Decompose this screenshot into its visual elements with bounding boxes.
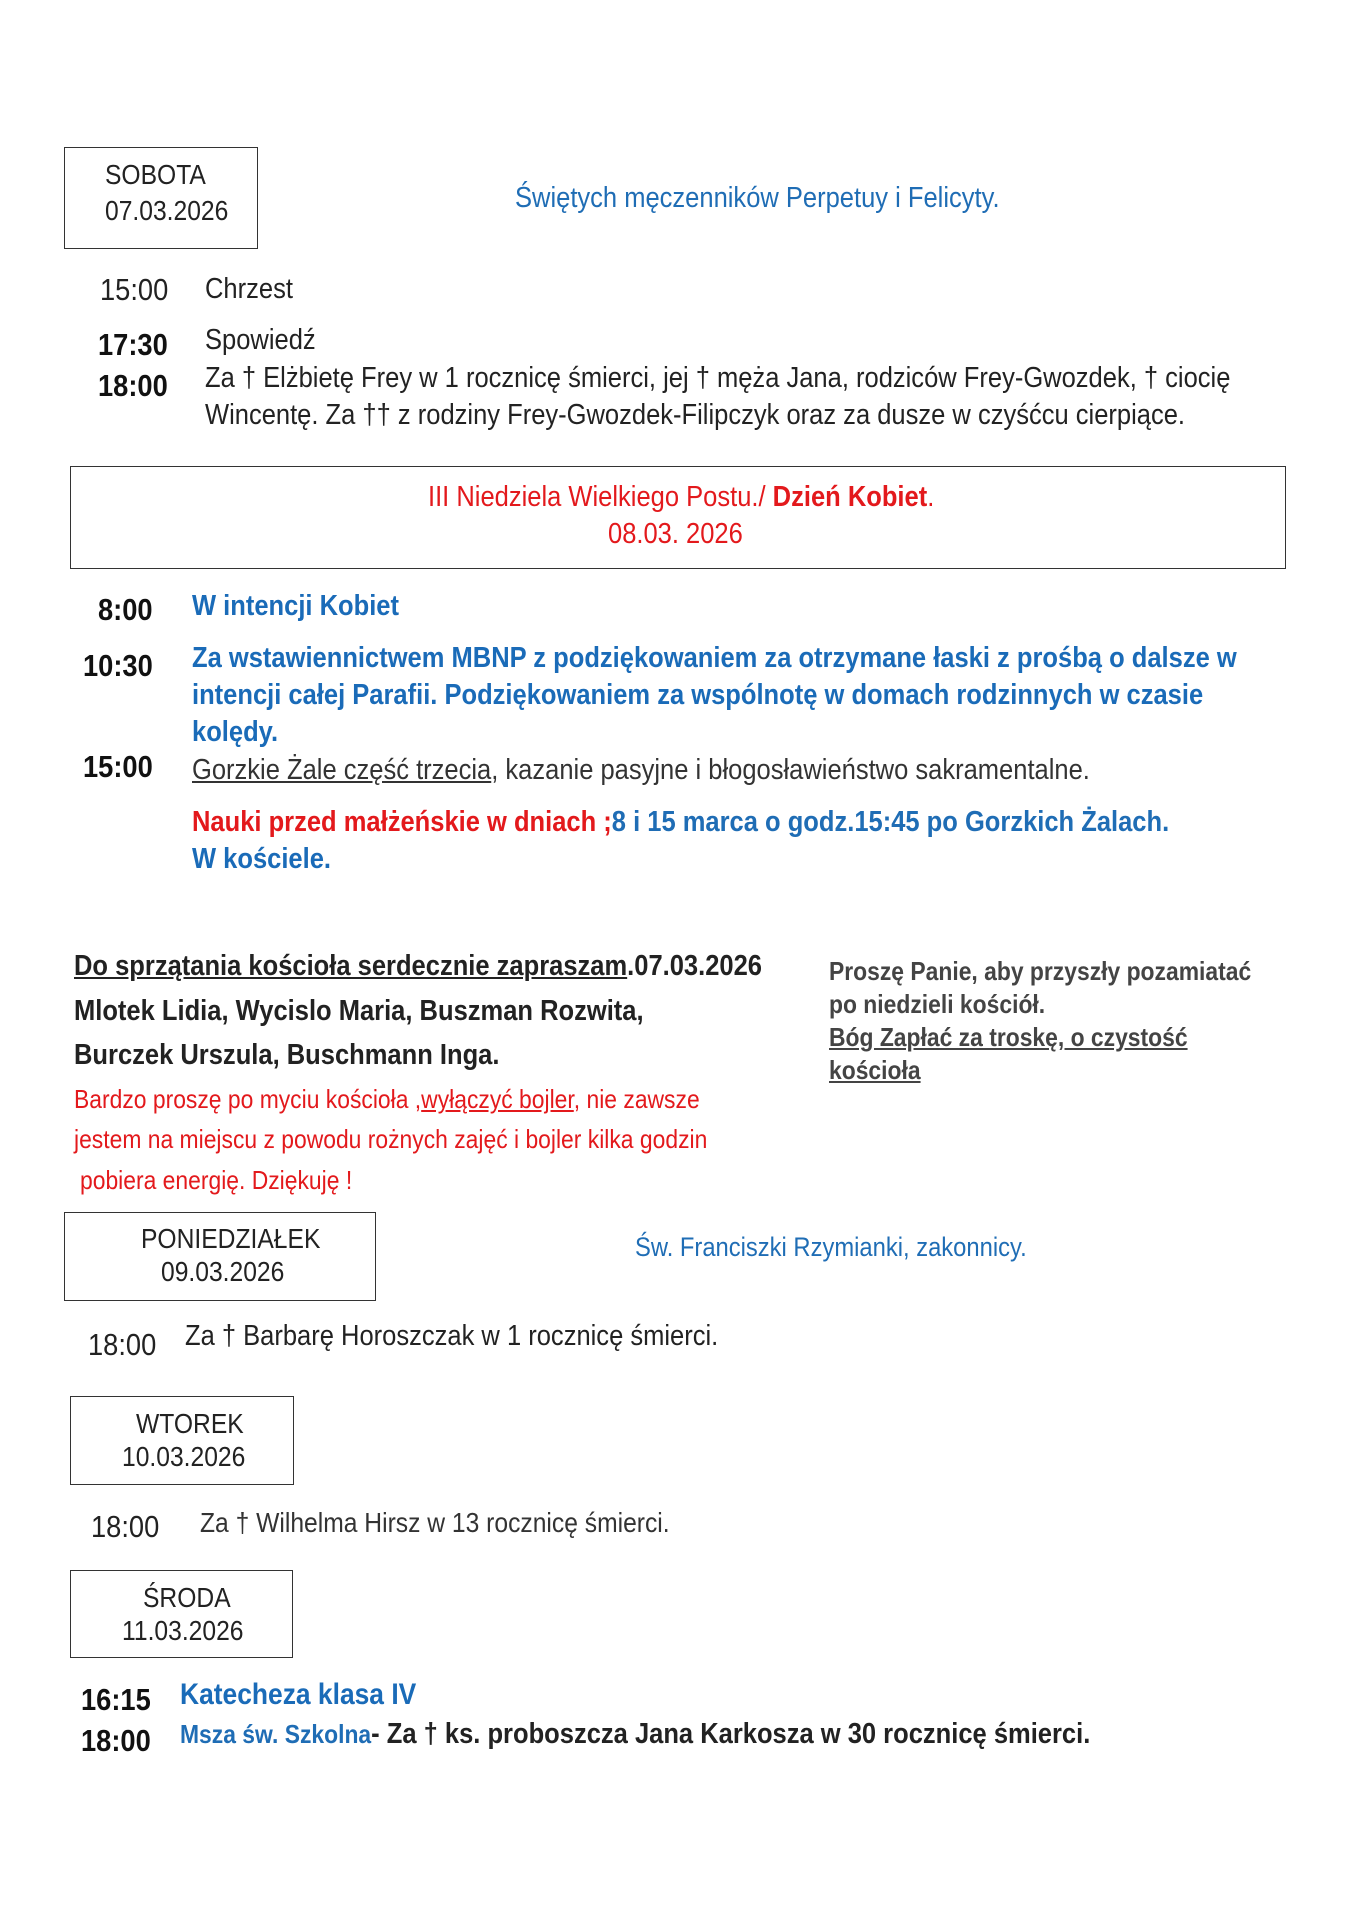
wednesday-katecheza: Katecheza klasa IV: [180, 1678, 417, 1711]
saturday-time-1800: 18:00: [98, 368, 168, 403]
sunday-title-text: III Niedziela Wielkiego Postu./: [428, 481, 773, 513]
nauki-red: Nauki przed małżeńskie w dniach ;: [192, 806, 612, 838]
sunday-gorzkie-zale: [192, 752, 1090, 788]
sunday-time-1030: 10:30: [83, 648, 153, 683]
tuesday-date-box: [70, 1396, 294, 1485]
tuesday-day: WTOREK: [136, 1408, 244, 1439]
sunday-title-bold: Dzień Kobiet: [772, 481, 928, 513]
saturday-intention-line2: Wincentę. Za †† z rodziny Frey-Gwozdek-Filipczyk oraz za dusze w czyśćcu cierpiące.: [205, 399, 1186, 431]
tuesday-time: 18:00: [91, 1509, 160, 1544]
tuesday-text: Za † Wilhelma Hirsz w 13 rocznicę śmierci.: [200, 1507, 670, 1538]
monday-day: PONIEDZIAŁEK: [141, 1223, 321, 1254]
cleaning-heading-date: .07.03.2026: [627, 950, 762, 982]
monday-date-box: [64, 1212, 376, 1301]
tuesday-date: 10.03.2026: [122, 1441, 246, 1472]
note-1b: , nie zawsze: [573, 1084, 700, 1114]
saturday-text-spowiedz: Spowiedź: [205, 324, 316, 356]
cleaning-note-3: pobiera energię. Dziękuję !: [80, 1165, 353, 1195]
sunday-title-end: .: [927, 481, 935, 513]
saturday-saint: Świętych męczenników Perpetuy i Felicyty.: [515, 182, 1000, 214]
cleaning-names-1: Mlotek Lidia, Wycislo Maria, Buszman Rozwita,: [74, 995, 644, 1027]
cleaning-side-4: kościoła: [829, 1055, 921, 1085]
note-1-underlined: wyłączyć bojler: [421, 1084, 574, 1114]
wednesday-time-1615: 16:15: [81, 1682, 151, 1717]
saturday-day: SOBOTA: [105, 159, 206, 190]
sunday-date: 08.03. 2026: [608, 518, 743, 550]
monday-saint: Św. Franciszki Rzymianki, zakonnicy.: [635, 1232, 1027, 1262]
cleaning-heading-underlined: Do sprzątania kościoła serdecznie zapraszam: [74, 950, 628, 982]
wednesday-date-box: [70, 1570, 293, 1658]
cleaning-side-3: Bóg Zapłać za troskę, o czystość: [829, 1022, 1188, 1052]
monday-time: 18:00: [88, 1327, 157, 1362]
sunday-time-1500: 15:00: [83, 749, 153, 784]
note-1a: Bardzo proszę po myciu kościoła ,: [74, 1084, 422, 1114]
saturday-date: 07.03.2026: [105, 195, 229, 226]
saturday-text-chrzest: Chrzest: [205, 273, 293, 305]
wednesday-date: 11.03.2026: [122, 1615, 244, 1646]
saturday-intention-line1: Za † Elżbietę Frey w 1 rocznicę śmierci, jej † męża Jana, rodziców Frey-Gwozdek, † ciocię: [205, 362, 1231, 394]
gorzkie-zale-rest: , kazanie pasyjne i błogosławieństwo sakramentalne.: [491, 754, 1090, 786]
cleaning-side-2: po niedzieli kościół.: [829, 989, 1046, 1019]
monday-text: Za † Barbarę Horoszczak w 1 rocznicę śmierci.: [185, 1320, 719, 1352]
cleaning-note-1: [74, 1082, 700, 1116]
cleaning-note-2: jestem na miejscu z powodu rożnych zajęć i bojler kilka godzin: [74, 1124, 708, 1154]
wednesday-msza: [180, 1716, 1090, 1752]
msza-szkolna: Msza św. Szkolna: [180, 1719, 372, 1749]
sunday-intention-line2: intencji całej Parafii. Podziękowaniem za wspólnotę w domach rodzinnych w czasie: [192, 679, 1204, 711]
msza-intention: - Za † ks. proboszcza Jana Karkosza w 30 rocznicę śmierci.: [371, 1718, 1091, 1750]
sunday-intention-line1: Za wstawiennictwem MBNP z podziękowaniem za otrzymane łaski z prośbą o dalsze w: [192, 642, 1237, 674]
cleaning-names-2: Burczek Urszula, Buschmann Inga.: [74, 1039, 500, 1071]
monday-date: 09.03.2026: [161, 1256, 285, 1287]
sunday-text-kobiet: W intencji Kobiet: [192, 590, 399, 622]
nauki-blue: 8 i 15 marca o godz.15:45 po Gorzkich Żalach.: [611, 806, 1170, 838]
sunday-time-800: 8:00: [98, 592, 153, 627]
sunday-header-box: [70, 466, 1286, 569]
gorzkie-zale-underlined: Gorzkie Żale część trzecia: [192, 754, 492, 786]
saturday-time-1730: 17:30: [98, 327, 168, 362]
sunday-title: [428, 479, 934, 515]
wednesday-day: ŚRODA: [143, 1582, 231, 1613]
saturday-date-box: [64, 147, 258, 249]
wednesday-time-1800: 18:00: [81, 1723, 151, 1758]
sunday-nauki-line2: W kościele.: [192, 843, 332, 875]
cleaning-side-1: Proszę Panie, aby przyszły pozamiatać: [829, 956, 1252, 986]
sunday-nauki-line1: [192, 804, 1169, 840]
sunday-intention-line3: kolędy.: [192, 716, 279, 748]
cleaning-heading: [74, 948, 762, 984]
saturday-time-1500: 15:00: [100, 272, 169, 307]
